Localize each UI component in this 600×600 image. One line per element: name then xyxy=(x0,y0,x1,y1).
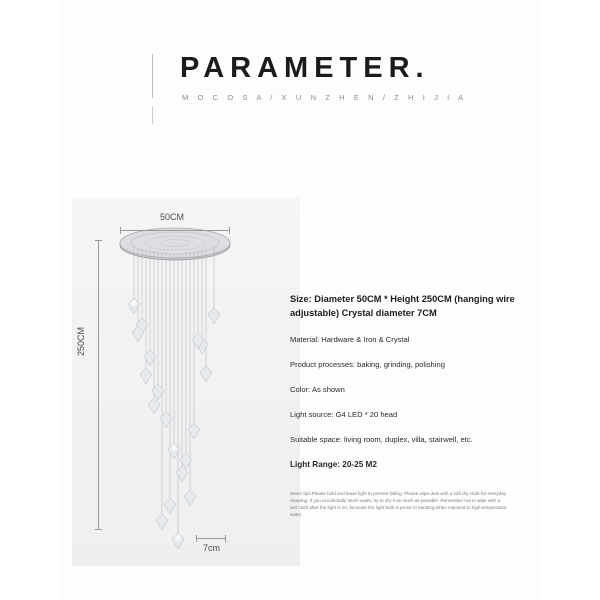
header-divider-line xyxy=(152,54,153,98)
dimension-diameter-line xyxy=(120,230,230,231)
dimension-crystal-label: 7cm xyxy=(203,543,221,553)
spec-light-range: Light Range: 20-25 M2 xyxy=(290,460,377,469)
spec-process: Product processes: baking, grinding, polishing xyxy=(290,360,445,369)
brand-subtitle: M O C O S A / X U N Z H E N / Z H I J I A xyxy=(182,93,467,102)
dimension-diameter-label: 50CM xyxy=(160,212,185,222)
header-divider-line-short xyxy=(152,106,153,124)
product-image xyxy=(72,198,300,566)
chandelier-illustration xyxy=(72,198,300,566)
spec-suitable-space: Suitable space: living room, duplex, villa, stairwell, etc. xyxy=(290,435,473,444)
spec-material: Material: Hardware & Iron & Crystal xyxy=(290,335,410,344)
dimension-height-line xyxy=(98,240,99,530)
spec-size: Size: Diameter 50CM * Height 250CM (hanging wire adjustable) Crystal diameter 7CM xyxy=(290,294,515,318)
specifications-block xyxy=(290,292,520,517)
page-title: PARAMETER. xyxy=(180,52,430,84)
dimension-crystal-line xyxy=(196,538,226,539)
dimension-height-label: 250CM xyxy=(76,326,86,356)
spec-color: Color: As shown xyxy=(290,385,345,394)
spec-light-source: Light source: G4 LED * 20 head xyxy=(290,410,398,419)
content-frame xyxy=(60,0,540,600)
page-header xyxy=(60,42,540,132)
warning-text: Warm tips:Please hold and leave light to prevent falling. Please wipe dust with a soft dry cloth for everyday cleaning. If you accidentally touch water, try to dry it as much as possible. Remember not to wipe with a wet cloth after the light is on, because the light bulb is prone to bursting when exposed to high temperature water. xyxy=(290,491,507,517)
